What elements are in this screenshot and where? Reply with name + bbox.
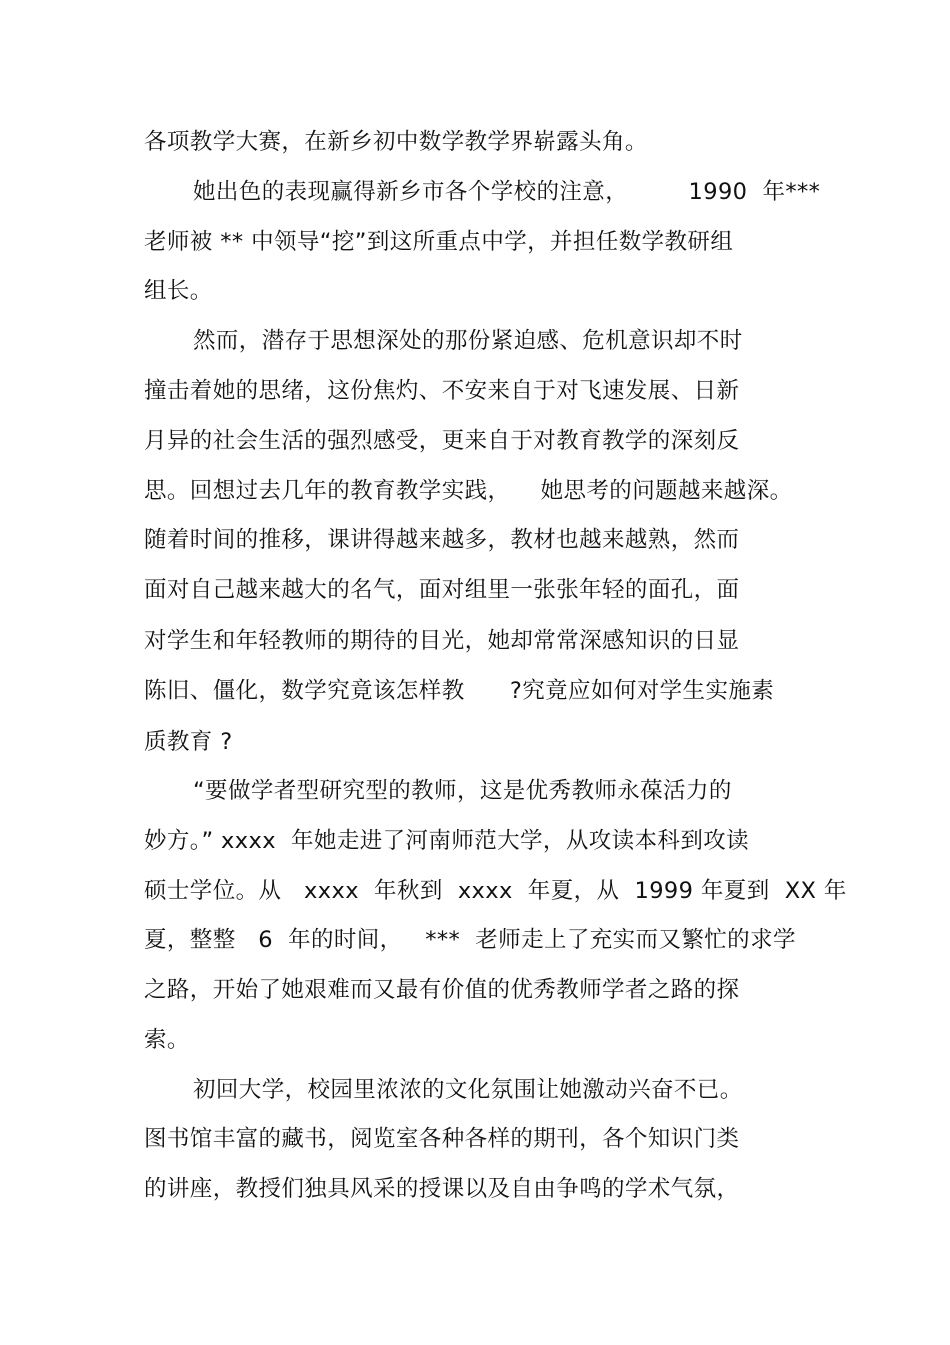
text-line: 硕士学位。从 xxxx 年秋到 xxxx 年夏，从 1999 年夏到 XX 年 <box>144 878 847 904</box>
text-line: 初回大学，校园里浓浓的文化氛围让她激动兴奋不已。 <box>193 1077 743 1103</box>
text-line: 月异的社会生活的强烈感受，更来自于对教育教学的深刻反 <box>144 428 740 454</box>
text-line: 老师被 ** 中领导“挖”到这所重点中学，并担任数学教研组 <box>144 229 734 255</box>
text-line: 撞击着她的思绪，这份焦灼、不安来自于对飞速发展、日新 <box>144 378 740 404</box>
text-line: 图书馆丰富的藏书，阅览室各种各样的期刊，各个知识门类 <box>144 1126 740 1152</box>
text-line: 她出色的表现赢得新乡市各个学校的注意， 1990 年*** <box>193 179 821 205</box>
text-line: 质教育 ? <box>144 729 233 755</box>
text-line: 思。回想过去几年的教育教学实践， 她思考的问题越来越深。 <box>144 478 793 504</box>
text-line: 各项教学大赛，在新乡初中数学教学界崭露头角。 <box>144 129 648 155</box>
text-line: 面对自己越来越大的名气，面对组里一张张年轻的面孔，面 <box>144 577 740 603</box>
text-line: 夏，整整 6 年的时间， *** 老师走上了充实而又繁忙的求学 <box>144 927 796 953</box>
text-line: 组长。 <box>144 278 213 304</box>
text-line: 然而，潜存于思想深处的那份紧迫感、危机意识却不时 <box>193 328 743 354</box>
text-line: 对学生和年轻教师的期待的目光，她却常常深感知识的日显 <box>144 628 740 654</box>
text-line: 妙方。” xxxx 年她走进了河南师范大学，从攻读本科到攻读 <box>144 828 750 854</box>
text-line: 随着时间的推移，课讲得越来越多，教材也越来越熟，然而 <box>144 527 740 553</box>
text-line: “要做学者型研究型的教师，这是优秀教师永葆活力的 <box>193 778 732 804</box>
text-line: 之路，开始了她艰难而又最有价值的优秀教师学者之路的探 <box>144 977 740 1003</box>
text-line: 陈旧、僵化，数学究竟该怎样教 ?究竟应如何对学生实施素 <box>144 678 775 704</box>
text-line: 的讲座，教授们独具风采的授课以及自由争鸣的学术气氛， <box>144 1176 740 1202</box>
text-line: 索。 <box>144 1027 190 1053</box>
